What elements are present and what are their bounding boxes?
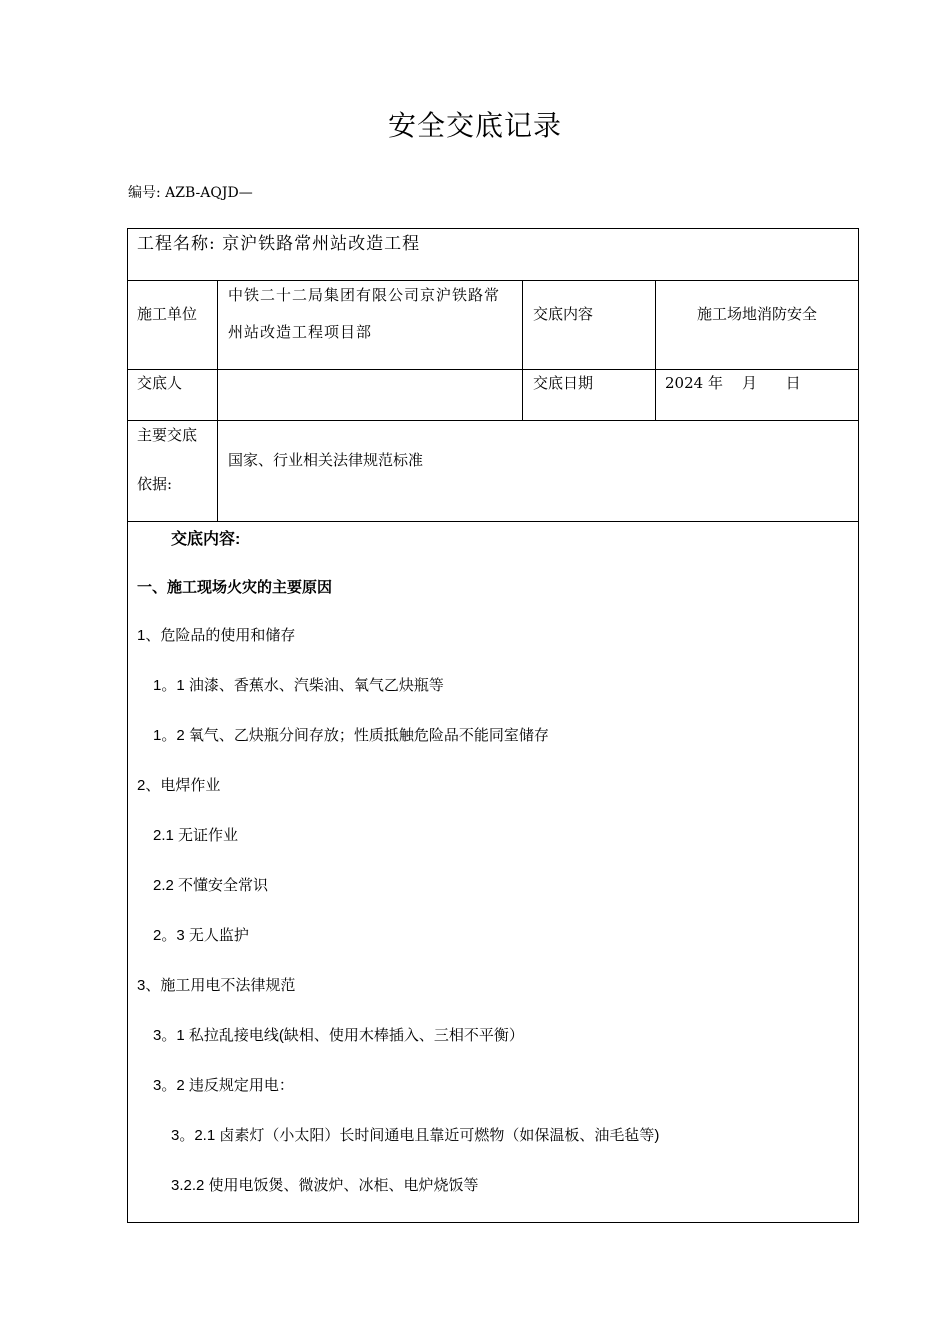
list-item: 2.1 无证作业: [153, 827, 239, 844]
unit-value-line1: 中铁二十二局集团有限公司京沪铁路常: [228, 286, 501, 304]
basis-label-line1: 主要交底: [137, 426, 198, 444]
date-label: 交底日期: [533, 374, 594, 392]
list-item: 3.2.2 使用电饭煲、微波炉、冰柜、电炉烧饭等: [171, 1177, 479, 1194]
document-number: 编号: AZB-AQJD—: [128, 185, 253, 201]
table-divider: [522, 280, 523, 420]
table-divider: [655, 280, 656, 420]
list-item: 1、危险品的使用和储存: [137, 627, 296, 644]
list-item: 3、施工用电不法律规范: [137, 977, 296, 994]
project-name: 工程名称: 京沪铁路常州站改造工程: [137, 234, 421, 254]
list-item: 2、电焊作业: [137, 777, 221, 794]
unit-label: 施工单位: [137, 305, 198, 323]
list-item: 1。1 油漆、香蕉水、汽柴油、氧气乙炔瓶等: [153, 677, 444, 694]
table-divider: [217, 280, 218, 521]
document-title: 安全交底记录: [387, 109, 562, 142]
section-heading: 一、施工现场火灾的主要原因: [137, 579, 333, 596]
list-item: 3。2.1 卤素灯（小太阳）长时间通电且靠近可燃物（如保温板、油毛毡等): [171, 1127, 660, 1144]
unit-value-line2: 州站改造工程项目部: [228, 323, 373, 341]
content-value: 施工场地消防安全: [696, 305, 817, 323]
table-divider: [127, 420, 859, 421]
table-divider: [127, 521, 859, 522]
date-value: 2024 年 月 日: [665, 374, 801, 392]
table-divider: [127, 280, 859, 281]
person-label: 交底人: [137, 374, 183, 392]
content-heading: 交底内容:: [171, 531, 241, 548]
list-item: 2.2 不懂安全常识: [153, 877, 269, 894]
list-item: 3。1 私拉乱接电线(缺相、使用木棒插入、三相不平衡）: [153, 1027, 524, 1044]
content-label: 交底内容: [533, 305, 594, 323]
basis-value: 国家、行业相关法律规范标准: [228, 451, 424, 469]
list-item: 2。3 无人监护: [153, 927, 249, 944]
table-divider: [127, 369, 859, 370]
list-item: 1。2 氧气、乙炔瓶分间存放；性质抵触危险品不能同室储存: [153, 727, 549, 744]
list-item: 3。2 违反规定用电：: [153, 1077, 294, 1094]
basis-label-line2: 依据:: [137, 475, 173, 493]
